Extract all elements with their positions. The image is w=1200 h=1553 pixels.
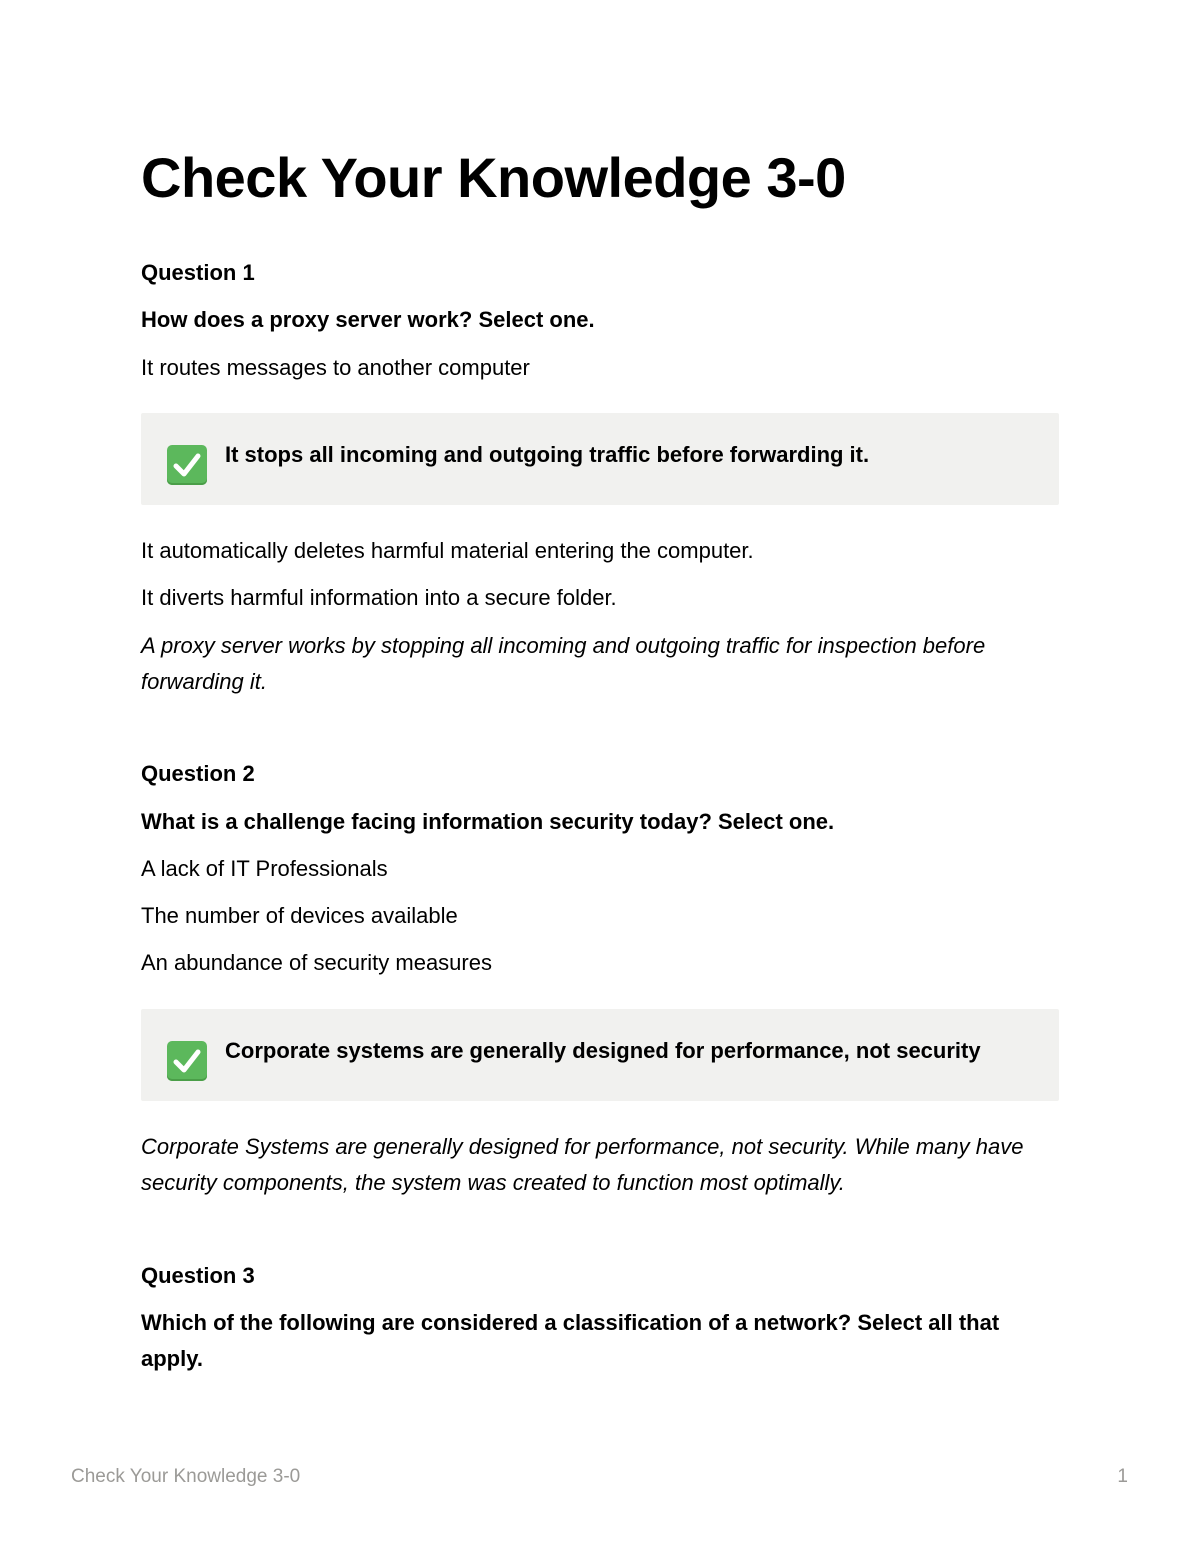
- check-mark-icon: [167, 1041, 207, 1081]
- page-title: Check Your Knowledge 3-0: [141, 146, 846, 209]
- question-1-option-3: It automatically deletes harmful material entering the computer.: [141, 538, 754, 563]
- question-1-correct-answer-callout: [141, 413, 1059, 505]
- question-1-heading: Question 1: [141, 260, 255, 285]
- check-mark-icon: [167, 445, 207, 485]
- question-2-correct-answer-callout: [141, 1009, 1059, 1101]
- question-1-prompt: How does a proxy server work? Select one.: [141, 307, 595, 332]
- question-2-correct-answer: Corporate systems are generally designed for performance, not security: [225, 1038, 981, 1063]
- question-3-heading: Question 3: [141, 1263, 255, 1288]
- question-2-option-1: A lack of IT Professionals: [141, 856, 388, 881]
- page-number: 1: [1117, 1466, 1128, 1487]
- question-2-explanation: Corporate Systems are generally designed for performance, not security. While many have security components, the system was created to function most optimally.: [141, 1134, 1024, 1195]
- question-2-option-2: The number of devices available: [141, 903, 458, 928]
- question-1-correct-answer: It stops all incoming and outgoing traffic before forwarding it.: [225, 442, 870, 467]
- question-2-prompt: What is a challenge facing information security today? Select one.: [141, 809, 835, 834]
- question-1-option-1: It routes messages to another computer: [141, 355, 530, 380]
- question-1-explanation: A proxy server works by stopping all incoming and outgoing traffic for inspection before forwarding it.: [141, 633, 986, 694]
- question-2-option-3: An abundance of security measures: [141, 950, 492, 975]
- question-3-prompt: Which of the following are considered a classification of a network? Select all that apply.: [141, 1310, 1000, 1371]
- question-1-option-4: It diverts harmful information into a secure folder.: [141, 585, 617, 610]
- footer-document-title: Check Your Knowledge 3-0: [71, 1466, 301, 1487]
- question-2-heading: Question 2: [141, 761, 255, 786]
